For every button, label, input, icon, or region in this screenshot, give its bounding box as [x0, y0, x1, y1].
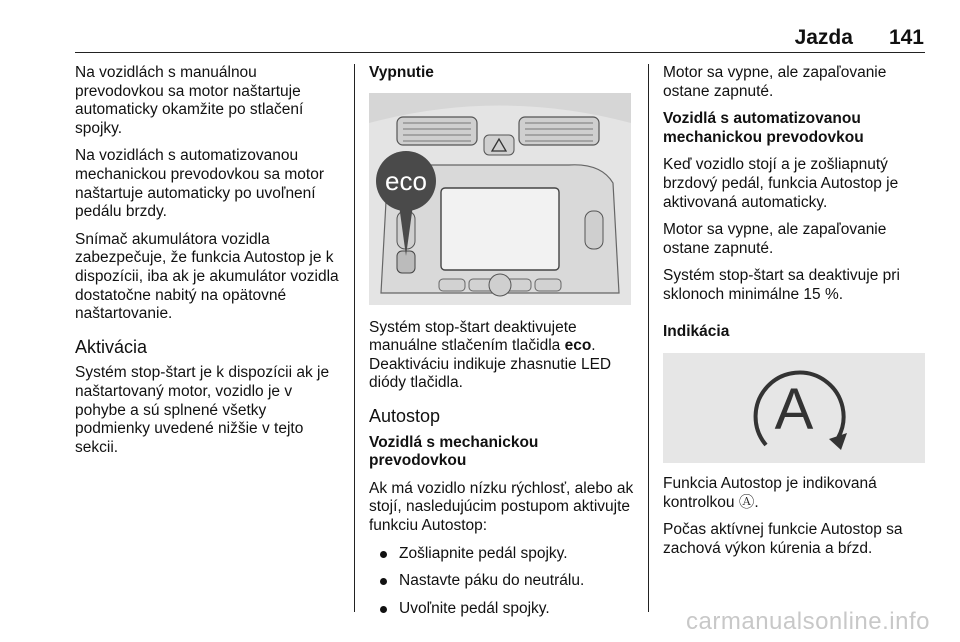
paragraph: Snímač akumulátora vozidla zabezpečuje, že funkcia Autostop je k dispozícii, iba ak je akumulátor vozidla dostatočne nabitý na opätovné naštartovanie. [75, 230, 339, 323]
paragraph: Motor sa vypne, ale zapaľovanie ostane zapnuté. [663, 64, 887, 100]
heading-indication: Indikácia [663, 322, 730, 340]
autostop-symbol-figure [663, 353, 925, 463]
paragraph: Motor sa vypne, ale zapaľovanie ostane zapnuté. [663, 221, 887, 257]
subheading-automated: Vozidlá s automatizovanou mechanickou prevodovkou [663, 110, 864, 146]
subheading-manual: Vozidlá s mechanickou prevodovkou [369, 433, 539, 470]
header-rule [75, 52, 925, 53]
paragraph: Na vozidlách s manuálnou prevodovkou sa motor naštartuje automaticky okamžite po stlačení spojky. [75, 64, 304, 137]
column-1 [75, 64, 343, 466]
eco-inline: eco [564, 337, 592, 355]
paragraph: Systém stop-štart je k dispozícii ak je naštartovaný motor, vozidlo je v pohybe a sú splnené všetky podmienky uvedené nižšie v tejto sekcii. [75, 364, 330, 456]
column-3 [663, 64, 925, 568]
page-header [795, 26, 924, 50]
bullet-list [369, 545, 634, 619]
section-title: Jazda [794, 26, 853, 49]
eco-label: eco [385, 165, 427, 196]
column-2 [369, 64, 634, 627]
column-divider [648, 64, 649, 612]
paragraph: Na vozidlách s automatizovanou mechanickou prevodovkou sa motor naštartuje automaticky po uvoľnení pedálu brzdy. [75, 147, 324, 221]
heading-activation: Aktivácia [75, 336, 148, 357]
paragraph: Počas aktívnej funkcie Autostop sa zachová výkon kúrenia a bŕzd. [663, 521, 903, 557]
list-item: Zošliapnite pedál spojky. [369, 545, 634, 564]
page-number: 141 [888, 26, 924, 49]
list-item: Nastavte páku do neutrálu. [369, 572, 634, 591]
paragraph: Ak má vozidlo nízku rýchlosť, alebo ak stojí, nasledujúcim postupom aktivujte funkciu Autostop: [369, 479, 634, 534]
paragraph: Systém stop-štart sa deaktivuje pri sklonoch minimálne 15 %. [663, 267, 900, 303]
paragraph: Keď vozidlo stojí a je zošliapnutý brzdový pedál, funkcia Autostop je aktivovaná automaticky. [663, 156, 899, 211]
list-item: Uvoľnite pedál spojky. [369, 600, 634, 619]
heading-autostop: Autostop [369, 405, 441, 426]
heading-off: Vypnutie [369, 64, 434, 81]
column-divider [354, 64, 355, 612]
watermark: carmanualsonline.info [686, 608, 930, 635]
paragraph: Funkcia Autostop je indikovaná kontrolkou Ⓐ. [663, 475, 877, 511]
paragraph: Systém stop-štart deaktivujete manuálne stlačením tlačidla eco. Deaktiváciu indikuje zhasnutie LED diódy tlačidla. [369, 318, 612, 392]
autostop-letter: A [774, 377, 814, 443]
dashboard-eco-button-figure [369, 93, 631, 305]
